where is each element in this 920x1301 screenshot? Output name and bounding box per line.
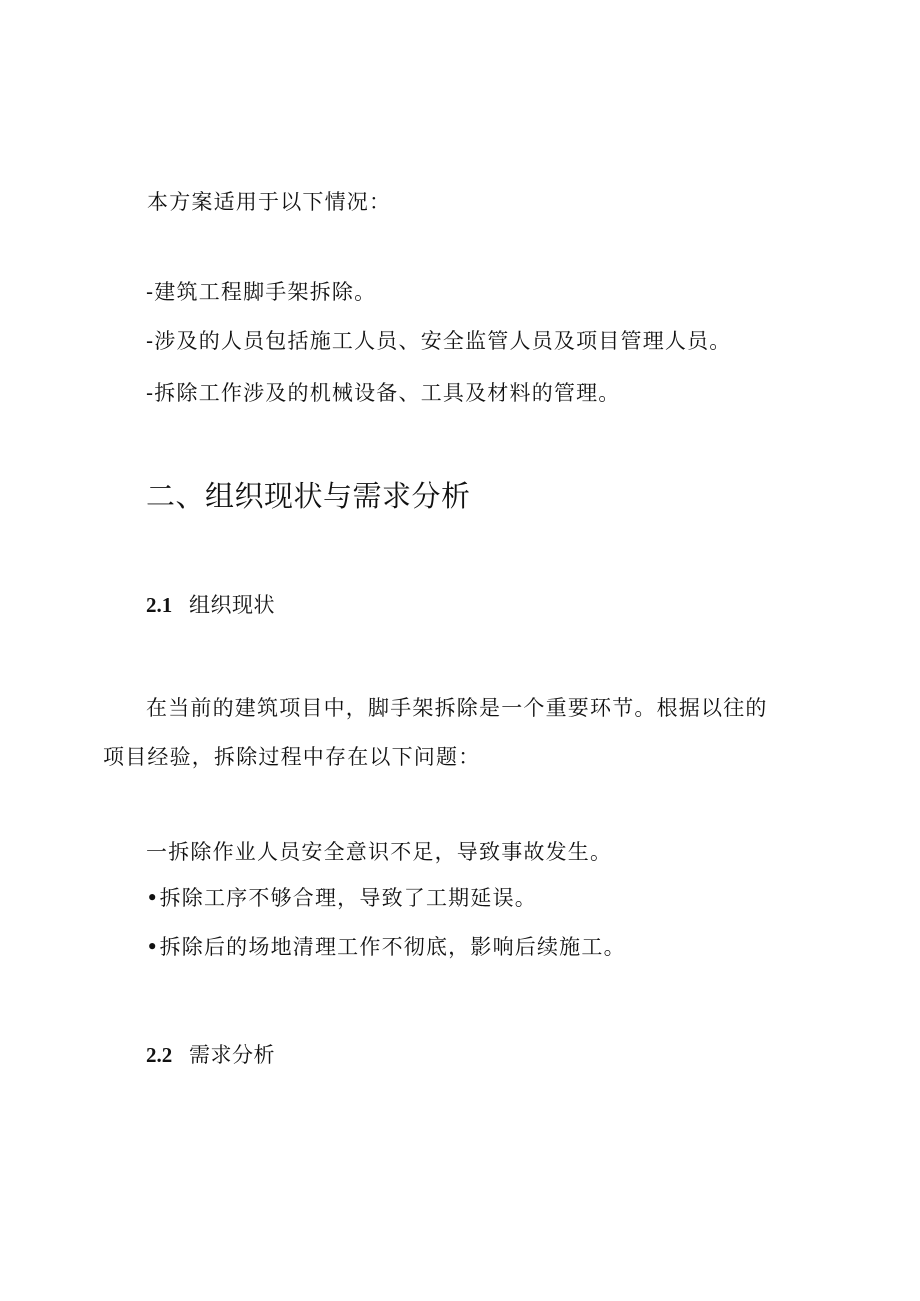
paragraph-line: 在当前的建筑项目中，脚手架拆除是一个重要环节。根据以往的: [146, 696, 768, 720]
subsection-heading: [146, 591, 275, 619]
subsection-title: 需求分析: [189, 1043, 275, 1067]
subsection-title: 组织现状: [189, 593, 275, 617]
scope-list-item: -拆除工作涉及的机械设备、工具及材料的管理。: [146, 381, 621, 405]
problem-list-item: •拆除后的场地清理工作不彻底，影响后续施工。: [146, 935, 626, 959]
problem-list-item: 一拆除作业人员安全意识不足，导致事故发生。: [146, 840, 613, 864]
scope-list-item: -涉及的人员包括施工人员、安全监管人员及项目管理人员。: [146, 329, 732, 353]
scope-intro: 本方案适用于以下情况：: [147, 190, 392, 214]
subsection-heading: [146, 1041, 275, 1069]
problem-list-item: •拆除工序不够合理，导致了工期延误。: [146, 886, 537, 910]
paragraph-line: 项目经验，拆除过程中存在以下问题：: [103, 745, 481, 769]
subsection-number: 2.2: [146, 1043, 173, 1067]
subsection-number: 2.1: [146, 593, 173, 617]
scope-list-item: -建筑工程脚手架拆除。: [146, 280, 377, 304]
section-heading: 二、组织现状与需求分析: [146, 479, 471, 513]
